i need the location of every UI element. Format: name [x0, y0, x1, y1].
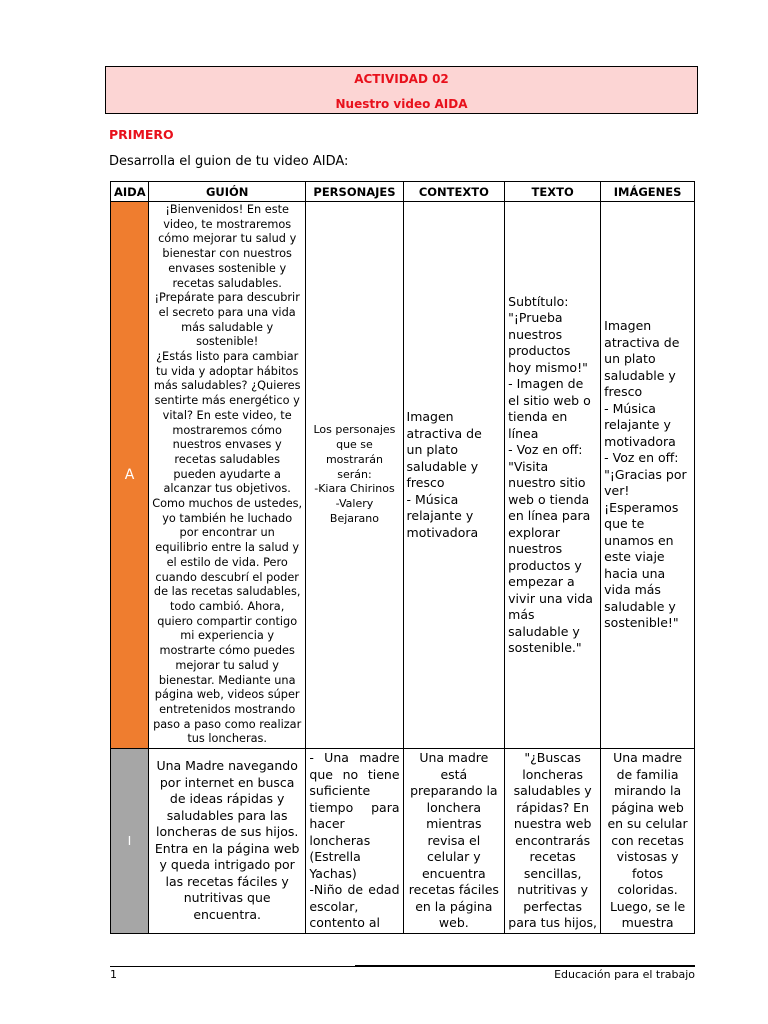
- section-title: PRIMERO: [109, 127, 174, 142]
- texto-cell: "¿Buscas loncheras saludables y rápidas? En nuestra web encontrarás recetas sencillas, nutritivas y perfectas para tus hijos,: [505, 749, 601, 934]
- personajes-cell: - Una madre que no tiene suficiente tiempo para hacer loncheras (Estrella Yachas) -Niño de edad escolar, contento al: [306, 749, 403, 934]
- footer-course: Educación para el trabajo: [554, 968, 695, 981]
- header-guion: GUIÓN: [148, 182, 305, 202]
- aida-letter-i: I: [111, 749, 149, 934]
- footer-divider-accent: [355, 965, 695, 967]
- contexto-cell: Una madre está preparando la lonchera mientras revisa el celular y encuentra recetas fáciles en la página web.: [403, 749, 505, 934]
- header-texto: TEXTO: [505, 182, 601, 202]
- texto-cell: Subtítulo: "¡Prueba nuestros productos hoy mismo!" - Imagen de el sitio web o tienda en línea - Voz en off: "Visita nuestro sitio web o tienda en línea para explorar nuestros productos y empezar a vivir una vida más saludable y sostenible.": [505, 202, 601, 749]
- personajes-cell: Los personajes que se mostrarán serán: -Kiara Chirinos -Valery Bejarano: [306, 202, 403, 749]
- table-row-attention: [111, 202, 695, 749]
- activity-number: ACTIVIDAD 02: [354, 72, 449, 86]
- imagenes-cell: Imagen atractiva de un plato saludable y fresco - Música relajante y motivadora - Voz en off: "¡Gracias por ver! ¡Esperamos que te unamos en este viaje hacia una vida más saludable y sostenible!": [601, 202, 695, 749]
- header-contexto: CONTEXTO: [403, 182, 505, 202]
- activity-header: [105, 66, 698, 114]
- guion-cell: ¡Bienvenidos! En este video, te mostraremos cómo mejorar tu salud y bienestar con nuestros envases sostenible y recetas saludables. ¡Prepárate para descubrir el secreto para una vida más saludable y sostenible! ¿Estás listo para cambiar tu vida y adoptar hábitos más saludables? ¿Quieres sentirte más energético y vital? En este video, te mostraremos cómo nuestros envases y recetas saludables pueden ayudarte a alcanzar tus objetivos. Como muchos de ustedes, yo también he luchado por encontrar un equilibrio entre la salud y el estilo de vida. Pero cuando descubrí el poder de las recetas saludables, todo cambió. Ahora, quiero compartir contigo mi experiencia y mostrarte cómo puedes mejorar tu salud y bienestar. Mediante una página web, videos súper entretenidos mostrando paso a paso como realizar tus loncheras.: [148, 202, 305, 749]
- table-header-row: [111, 182, 695, 202]
- imagenes-cell: Una madre de familia mirando la página web en su celular con recetas vistosas y fotos coloridas. Luego, se le muestra: [601, 749, 695, 934]
- activity-title: Nuestro video AIDA: [335, 97, 468, 111]
- page-number: 1: [110, 968, 117, 981]
- header-imagenes: IMÁGENES: [601, 182, 695, 202]
- table-row-interest: [111, 749, 695, 934]
- aida-table: [110, 181, 695, 934]
- header-aida: AIDA: [111, 182, 149, 202]
- header-personajes: PERSONAJES: [306, 182, 403, 202]
- intro-text: Desarrolla el guion de tu video AIDA:: [109, 154, 349, 169]
- aida-letter-a: A: [111, 202, 149, 749]
- guion-cell: Una Madre navegando por internet en busca de ideas rápidas y saludables para las loncheras de sus hijos. Entra en la página web y queda intrigado por las recetas fáciles y nutritivas que encuentra.: [148, 749, 305, 934]
- contexto-cell: Imagen atractiva de un plato saludable y fresco - Música relajante y motivadora: [403, 202, 505, 749]
